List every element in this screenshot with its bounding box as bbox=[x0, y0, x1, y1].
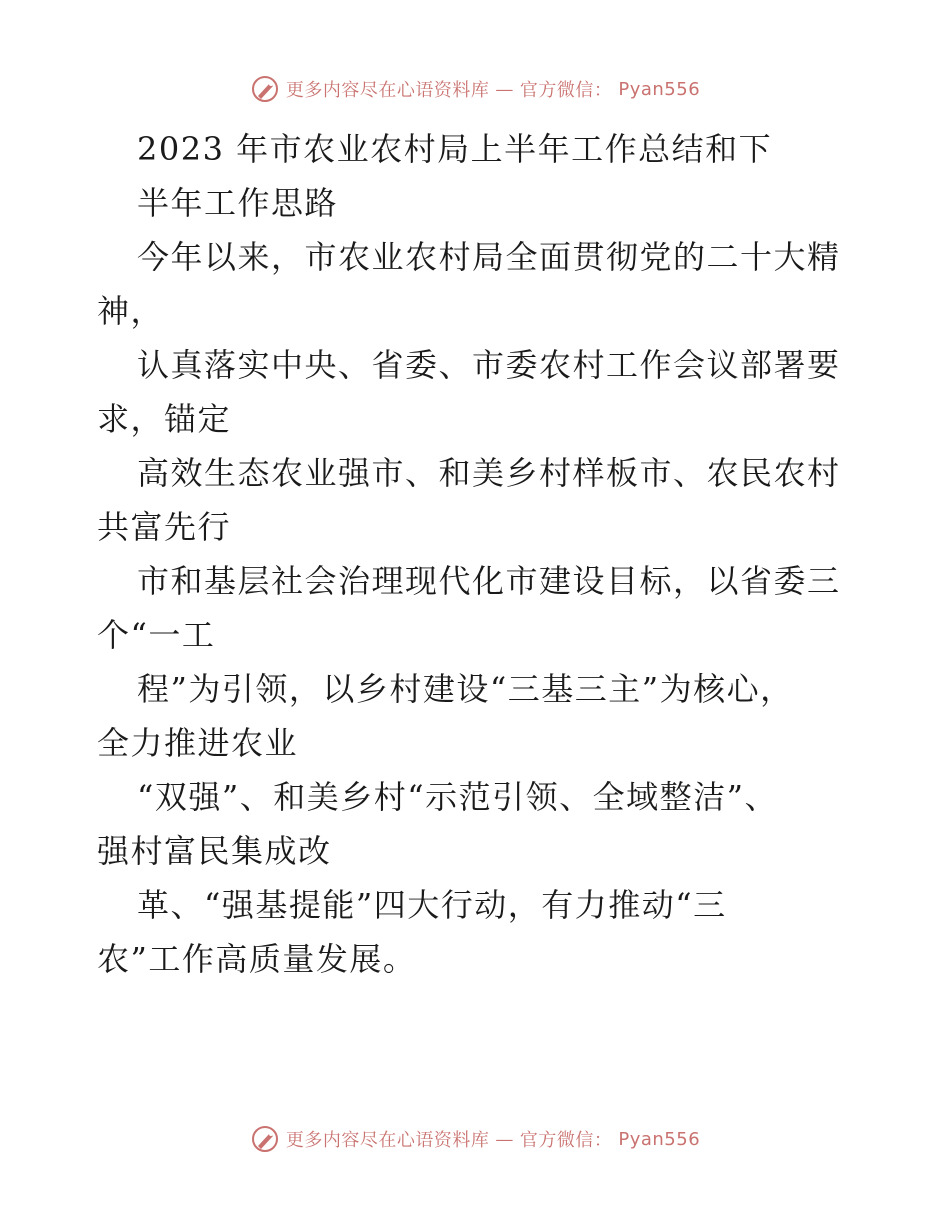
watermark-site-text: 更多内容尽在心语资料库 bbox=[285, 1130, 490, 1151]
paragraph-line: 今年以来，市农业农村局全面贯彻党的二十大精 bbox=[137, 238, 841, 276]
watermark-site-text: 更多内容尽在心语资料库 bbox=[285, 80, 490, 101]
paragraph-line: “双强”、和美乡村“示范引领、全域整洁”、 bbox=[137, 778, 778, 816]
paragraph-line: 农”工作高质量发展。 bbox=[97, 940, 417, 978]
pen-nib-logo-icon bbox=[250, 74, 280, 104]
paragraph-line: 高效生态农业强市、和美乡村样板市、农民农村 bbox=[137, 454, 841, 492]
paragraph-line: 程”为引领，以乡村建设“三基三主”为核心， bbox=[137, 670, 794, 708]
watermark-contact-id: Pyan556 bbox=[618, 78, 701, 100]
paragraph-line: 求，锚定 bbox=[97, 400, 232, 438]
paragraph-line: 市和基层社会治理现代化市建设目标，以省委三 bbox=[137, 562, 841, 600]
watermark-header bbox=[0, 74, 950, 104]
paragraph-line: 强村富民集成改 bbox=[97, 832, 332, 870]
watermark-footer bbox=[0, 1124, 950, 1154]
paragraph-line: 神， bbox=[97, 292, 165, 330]
watermark-contact-id: Pyan556 bbox=[618, 1128, 701, 1150]
paragraph-line: 共富先行 bbox=[97, 508, 232, 546]
document-title-line-2: 半年工作思路 bbox=[137, 184, 339, 222]
paragraph-line: 认真落实中央、省委、市委农村工作会议部署要 bbox=[137, 346, 841, 384]
document-title-line-1: 2023 年市农业农村局上半年工作总结和下 bbox=[137, 130, 773, 168]
document-body bbox=[97, 122, 857, 986]
watermark-separator: — bbox=[495, 1128, 514, 1150]
paragraph-line: 全力推进农业 bbox=[97, 724, 299, 762]
paragraph-line: 个“一工 bbox=[97, 616, 216, 654]
watermark-separator: — bbox=[495, 78, 514, 100]
paragraph-line: 革、“强基提能”四大行动，有力推动“三 bbox=[137, 886, 727, 924]
watermark-contact-label: 官方微信： bbox=[519, 1130, 613, 1151]
watermark-contact-label: 官方微信： bbox=[519, 80, 613, 101]
pen-nib-logo-icon bbox=[250, 1124, 280, 1154]
